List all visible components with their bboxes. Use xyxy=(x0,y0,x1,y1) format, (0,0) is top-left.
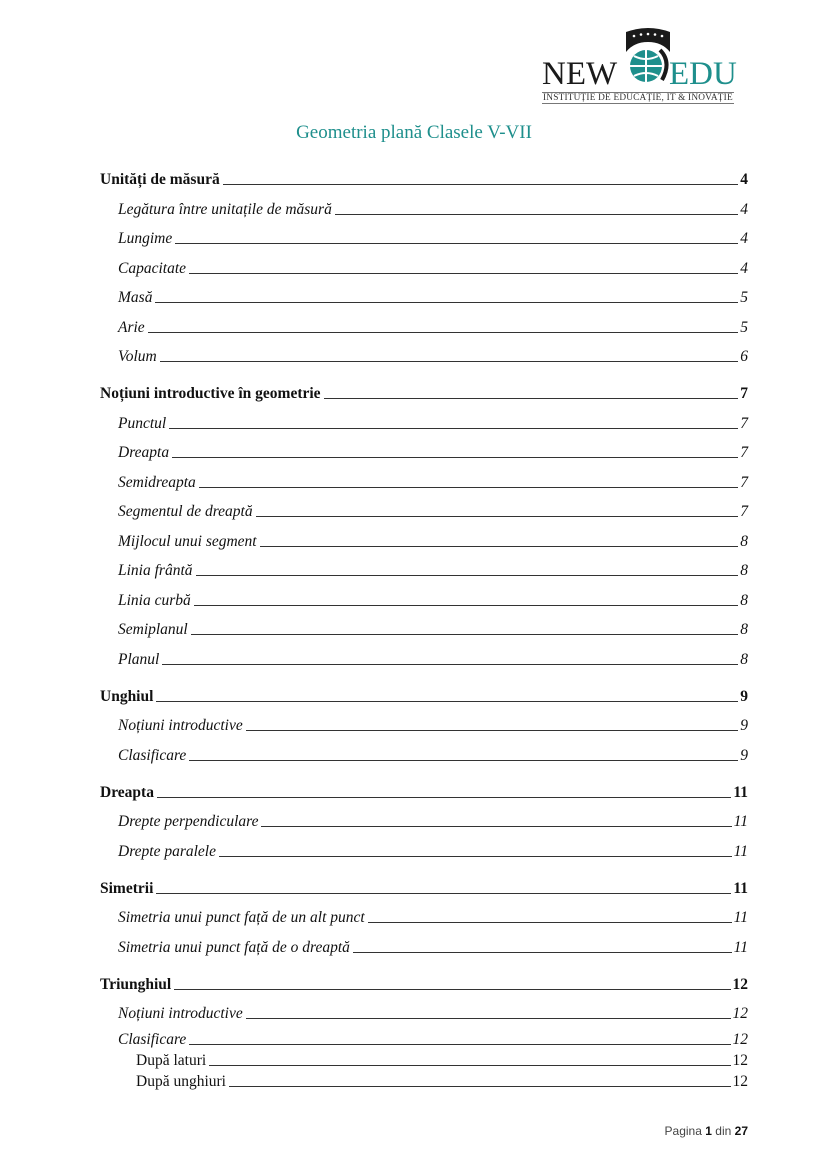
toc-leader xyxy=(189,760,738,761)
toc-entry-label: Masă xyxy=(118,289,153,306)
toc-leader xyxy=(162,664,738,665)
toc-entry-label: Simetria unui punct față de un alt punct xyxy=(118,909,365,926)
globe-shield-icon xyxy=(622,28,674,90)
toc-leader xyxy=(260,546,739,547)
table-of-contents xyxy=(100,160,748,1091)
toc-entry-label: Noțiuni introductive xyxy=(118,717,243,734)
toc-entry-page: 12 xyxy=(732,1052,748,1069)
toc-entry-label: Simetrii xyxy=(100,879,154,897)
toc-entry-label: Segmentul de dreaptă xyxy=(118,503,253,520)
toc-entry[interactable] xyxy=(100,639,748,669)
new-edu-logo xyxy=(540,28,752,108)
toc-leader xyxy=(196,575,739,576)
toc-entry-label: Semiplanul xyxy=(118,621,188,638)
toc-entry-label: Drepte paralele xyxy=(118,842,216,860)
toc-entry-page: 7 xyxy=(740,444,748,461)
toc-entry-page: 4 xyxy=(740,200,748,218)
toc-entry[interactable] xyxy=(100,927,748,957)
toc-leader xyxy=(353,952,732,953)
toc-entry-page: 9 xyxy=(740,717,748,734)
toc-entry-page: 12 xyxy=(732,1031,748,1048)
toc-entry-page: 12 xyxy=(732,1005,748,1022)
toc-leader xyxy=(194,605,738,606)
toc-entry[interactable] xyxy=(100,1023,748,1049)
toc-entry[interactable] xyxy=(100,706,748,736)
toc-entry-page: 11 xyxy=(733,813,748,830)
toc-entry[interactable] xyxy=(100,219,748,249)
toc-leader xyxy=(155,302,738,303)
toc-leader xyxy=(169,428,738,429)
toc-entry[interactable] xyxy=(100,677,748,706)
toc-entry-page: 11 xyxy=(733,879,748,897)
toc-entry-label: Simetria unui punct față de o dreaptă xyxy=(118,938,350,956)
toc-leader xyxy=(189,1044,730,1045)
toc-entry[interactable] xyxy=(100,337,748,367)
toc-leader xyxy=(175,243,738,244)
toc-entry[interactable] xyxy=(100,802,748,832)
toc-entry[interactable] xyxy=(100,580,748,610)
toc-entry-label: Mijlocul unui segment xyxy=(118,532,257,550)
toc-entry-page: 7 xyxy=(740,414,748,432)
toc-entry-page: 8 xyxy=(740,532,748,550)
toc-entry-label: Clasificare xyxy=(118,746,187,764)
toc-entry-page: 8 xyxy=(740,650,748,668)
toc-leader xyxy=(191,634,739,635)
toc-leader xyxy=(157,797,731,798)
toc-entry[interactable] xyxy=(100,307,748,337)
toc-entry-label: După unghiuri xyxy=(136,1073,226,1090)
toc-entry-label: Unități de măsură xyxy=(100,171,220,188)
toc-leader xyxy=(160,361,739,362)
toc-entry[interactable] xyxy=(100,160,748,189)
toc-entry-label: Volum xyxy=(118,348,157,365)
toc-entry-page: 11 xyxy=(733,783,748,801)
toc-entry-page: 8 xyxy=(740,591,748,609)
toc-entry-page: 8 xyxy=(740,562,748,579)
toc-entry-label: Noțiuni introductive în geometrie xyxy=(100,385,321,402)
toc-leader xyxy=(261,826,731,827)
toc-entry-page: 9 xyxy=(740,746,748,764)
toc-entry-label: Drepte perpendiculare xyxy=(118,813,259,830)
logo-word-new: NEW xyxy=(542,56,618,92)
toc-entry-label: Linia curbă xyxy=(118,591,191,609)
toc-entry[interactable] xyxy=(100,189,748,219)
toc-entry-label: După laturi xyxy=(136,1052,207,1069)
toc-entry-page: 11 xyxy=(733,938,748,956)
toc-entry-label: Unghiul xyxy=(100,687,154,705)
toc-leader xyxy=(172,457,738,458)
toc-entry-label: Semidreapta xyxy=(118,473,196,491)
toc-entry-page: 4 xyxy=(740,259,748,277)
toc-entry[interactable] xyxy=(100,735,748,765)
toc-entry-label: Dreapta xyxy=(100,783,154,801)
toc-leader xyxy=(229,1086,731,1087)
logo-tagline: INSTITUȚIE DE EDUCAȚIE, IT & INOVAȚIE xyxy=(543,93,733,103)
toc-entry-label: Arie xyxy=(118,318,145,336)
toc-entry-page: 11 xyxy=(733,842,748,860)
toc-entry[interactable] xyxy=(100,492,748,522)
toc-entry-label: Noțiuni introductive xyxy=(118,1005,243,1022)
toc-entry[interactable] xyxy=(100,462,748,492)
toc-entry-label: Clasificare xyxy=(118,1031,187,1048)
toc-entry[interactable] xyxy=(100,773,748,802)
toc-entry-page: 4 xyxy=(740,171,748,188)
toc-leader xyxy=(174,989,730,990)
toc-entry-page: 8 xyxy=(740,621,748,638)
toc-leader xyxy=(156,701,738,702)
toc-entry-page: 12 xyxy=(732,1073,748,1090)
toc-entry-label: Lungime xyxy=(118,230,173,247)
toc-entry-page: 11 xyxy=(733,909,748,926)
logo-word-edu: EDU xyxy=(669,56,737,92)
toc-entry[interactable] xyxy=(100,374,748,403)
toc-entry-page: 7 xyxy=(740,503,748,520)
toc-entry[interactable] xyxy=(100,994,748,1024)
toc-entry-label: Dreapta xyxy=(118,444,170,461)
toc-leader xyxy=(148,332,739,333)
toc-leader xyxy=(246,730,739,731)
toc-entry[interactable] xyxy=(100,551,748,581)
toc-entry[interactable] xyxy=(100,278,748,308)
toc-entry-page: 5 xyxy=(740,318,748,336)
toc-entry-label: Punctul xyxy=(118,414,167,432)
toc-leader xyxy=(324,398,739,399)
page-number: Pagina 1 din 27 xyxy=(664,1124,748,1138)
toc-entry[interactable] xyxy=(100,1070,748,1091)
toc-leader xyxy=(156,893,731,894)
toc-entry[interactable] xyxy=(100,898,748,928)
toc-leader xyxy=(223,184,739,185)
toc-leader xyxy=(199,487,738,488)
toc-entry-label: Planul xyxy=(118,650,160,668)
toc-entry-page: 6 xyxy=(740,348,748,365)
toc-entry-label: Legătura între unitațile de măsură xyxy=(118,200,332,218)
toc-entry[interactable] xyxy=(100,869,748,898)
toc-entry-label: Linia frântă xyxy=(118,562,193,579)
toc-entry[interactable] xyxy=(100,831,748,861)
toc-leader xyxy=(256,516,739,517)
toc-entry-page: 7 xyxy=(740,473,748,491)
toc-entry[interactable] xyxy=(100,433,748,463)
toc-entry-page: 4 xyxy=(740,230,748,247)
toc-leader xyxy=(368,922,732,923)
toc-entry-page: 9 xyxy=(740,687,748,705)
toc-entry[interactable] xyxy=(100,1049,748,1070)
toc-leader xyxy=(246,1018,731,1019)
toc-entry-label: Triunghiul xyxy=(100,975,172,993)
toc-entry-label: Capacitate xyxy=(118,259,187,277)
toc-entry[interactable] xyxy=(100,403,748,433)
toc-leader xyxy=(209,1065,730,1066)
toc-leader xyxy=(219,856,732,857)
toc-entry[interactable] xyxy=(100,248,748,278)
document-title: Geometria plană Clasele V-VII xyxy=(296,122,532,143)
toc-entry-page: 5 xyxy=(740,289,748,306)
toc-entry[interactable] xyxy=(100,521,748,551)
toc-leader xyxy=(189,273,738,274)
toc-entry-page: 12 xyxy=(732,975,748,993)
toc-entry-page: 7 xyxy=(740,385,748,402)
toc-entry[interactable] xyxy=(100,965,748,994)
toc-leader xyxy=(335,214,738,215)
toc-entry[interactable] xyxy=(100,610,748,640)
